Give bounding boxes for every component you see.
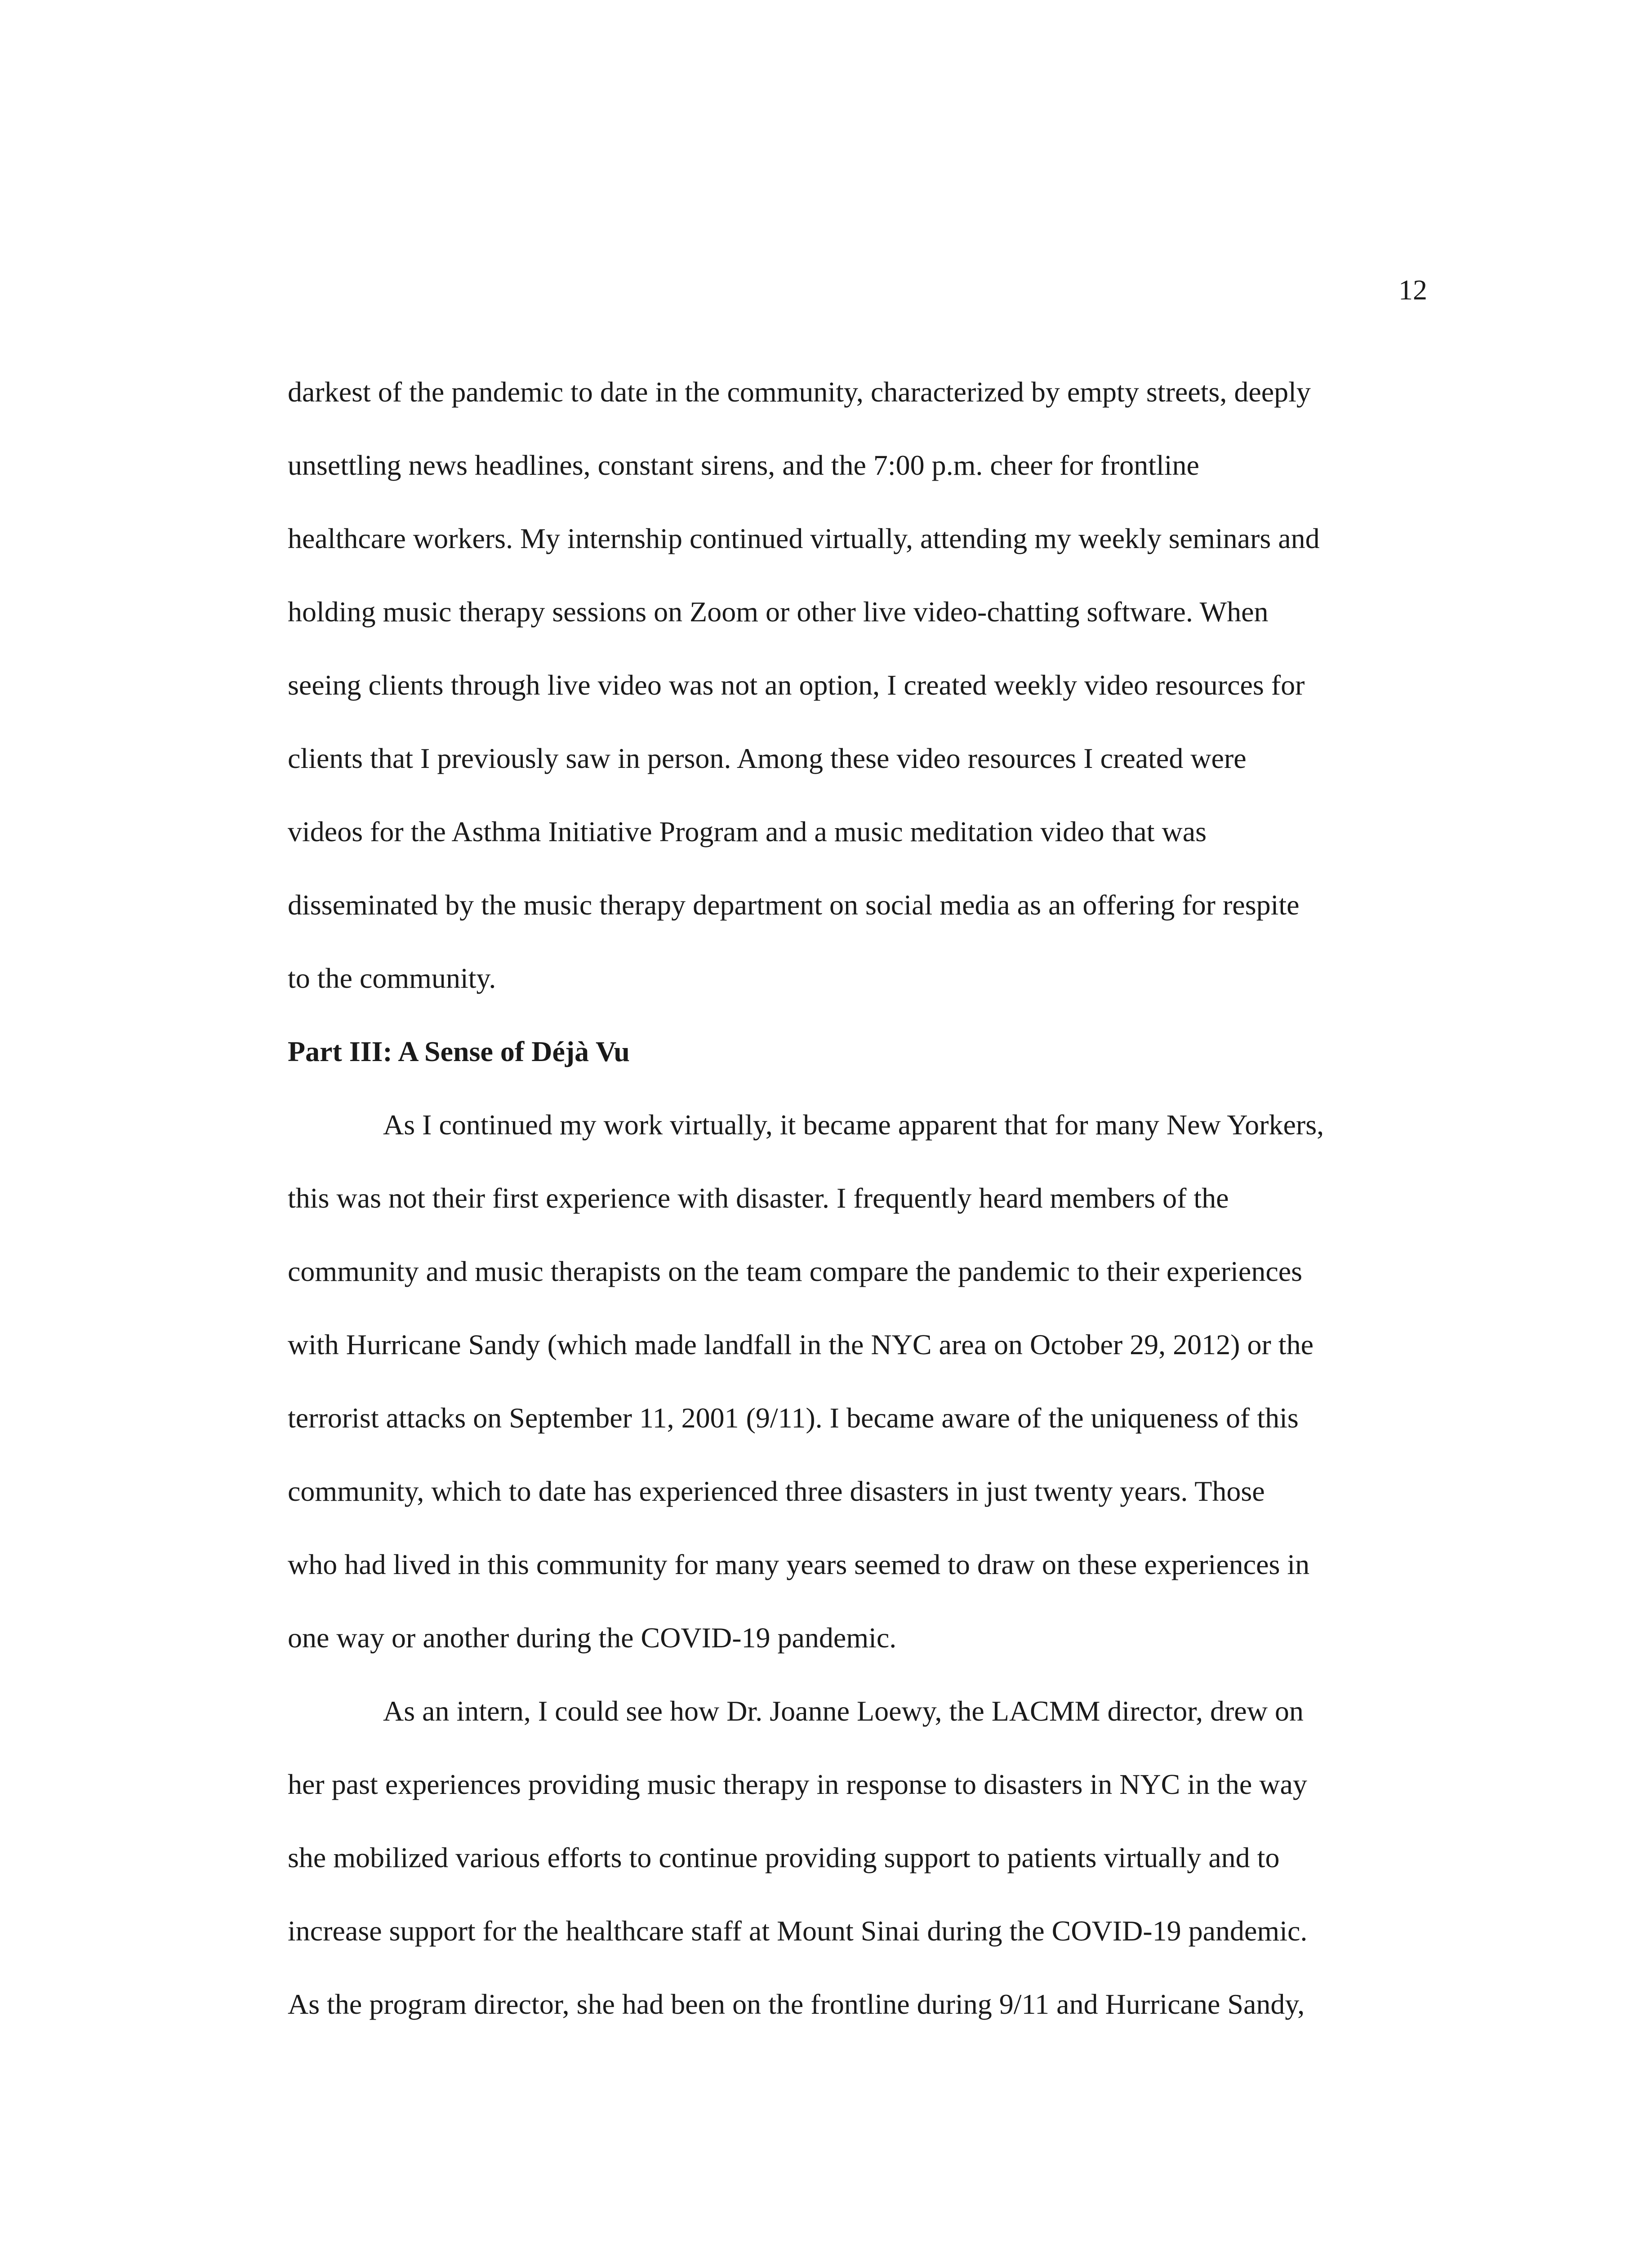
text-line: holding music therapy sessions on Zoom or other live video-chatting software. When — [288, 596, 1269, 628]
text-line: disseminated by the music therapy department on social media as an offering for respite — [288, 889, 1300, 921]
text-line: videos for the Asthma Initiative Program and a music meditation video that was — [288, 816, 1207, 847]
page-body — [288, 355, 1438, 2041]
text-line: to the community. — [288, 962, 496, 994]
text-line: she mobilized various efforts to continue providing support to patients virtually and to — [288, 1842, 1280, 1873]
text-line: community, which to date has experienced three disasters in just twenty years. Those — [288, 1475, 1265, 1507]
text-line: clients that I previously saw in person. Among these video resources I created were — [288, 742, 1247, 774]
text-line: As I continued my work virtually, it became apparent that for many New Yorkers, — [383, 1109, 1324, 1141]
text-line: increase support for the healthcare staff at Mount Sinai during the COVID-19 pandemic. — [288, 1915, 1308, 1947]
paragraph-program-director — [288, 1674, 1438, 2041]
page-number: 12 — [1398, 274, 1427, 306]
text-line: community and music therapists on the team compare the pandemic to their experiences — [288, 1255, 1303, 1287]
section-heading: Part III: A Sense of Déjà Vu — [288, 1035, 630, 1067]
text-line: this was not their first experience with disaster. I frequently heard members of the — [288, 1182, 1229, 1214]
text-line: seeing clients through live video was not an option, I created weekly video resources for — [288, 669, 1305, 701]
text-line: healthcare workers. My internship continued virtually, attending my weekly seminars and — [288, 522, 1320, 554]
text-line: who had lived in this community for many years seemed to draw on these experiences in — [288, 1548, 1310, 1580]
text-line: terrorist attacks on September 11, 2001 (9/11). I became aware of the uniqueness of this — [288, 1402, 1299, 1434]
text-line: her past experiences providing music therapy in response to disasters in NYC in the way — [288, 1768, 1307, 1800]
paragraph-new-yorkers-disaster — [288, 1088, 1438, 1674]
text-line: unsettling news headlines, constant sirens, and the 7:00 p.m. cheer for frontline — [288, 449, 1199, 481]
paragraph-pandemic-internship — [288, 355, 1438, 1015]
text-line: darkest of the pandemic to date in the community, characterized by empty streets, deeply — [288, 376, 1311, 408]
text-line: one way or another during the COVID-19 pandemic. — [288, 1622, 897, 1654]
text-line: As an intern, I could see how Dr. Joanne Loewy, the LACMM director, drew on — [383, 1695, 1304, 1727]
text-line: As the program director, she had been on the frontline during 9/11 and Hurricane Sandy, — [288, 1988, 1305, 2020]
text-line: with Hurricane Sandy (which made landfall in the NYC area on October 29, 2012) or the — [288, 1329, 1314, 1360]
